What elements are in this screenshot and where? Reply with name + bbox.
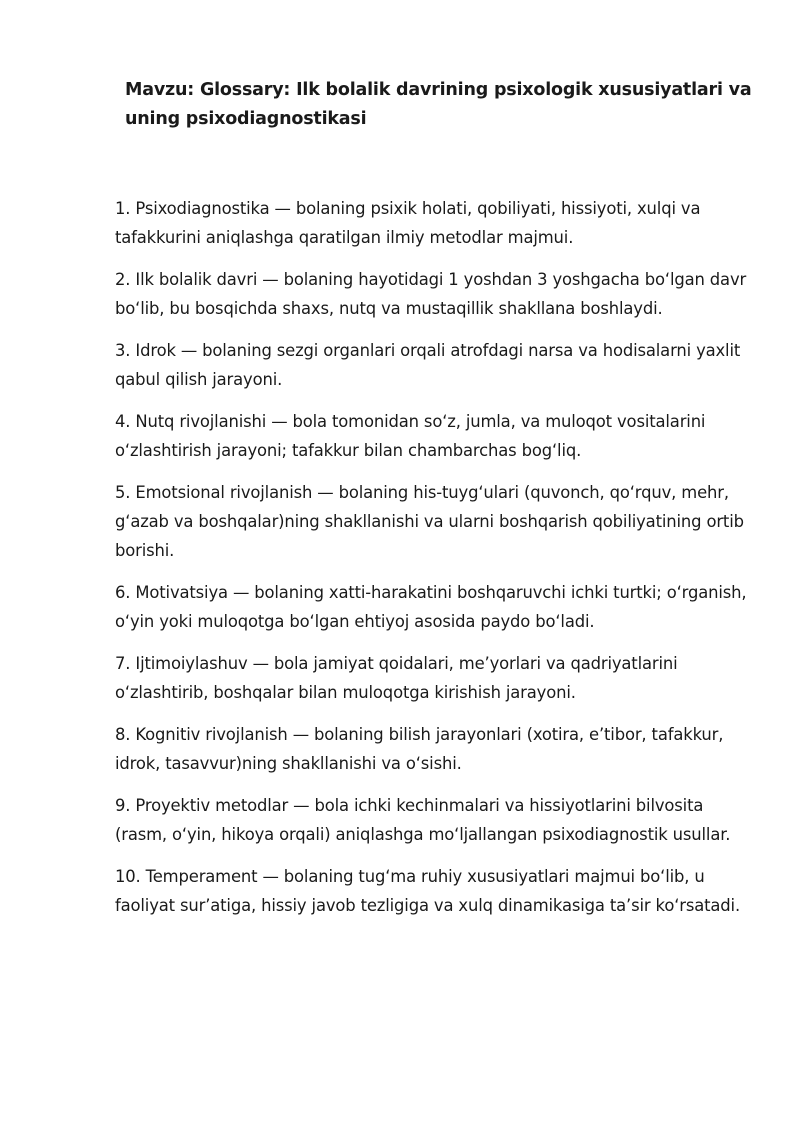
glossary-entry-5: 5. Emotsional rivojlanish — bolaning his-tuyg‘ulari (quvonch, qo‘rquv, mehr, g‘azab va boshqalar)ning shakllanishi va ularni boshqarish qobiliyatining ortib borishi. xyxy=(115,483,744,560)
glossary-entry-1: 1. Psixodiagnostika — bolaning psixik holati, qobiliyati, hissiyoti, xulqi va tafakkurini aniqlashga qaratilgan ilmiy metodlar majmui. xyxy=(115,199,701,247)
page-title: Mavzu: Glossary: Ilk bolalik davrining psixologik xususiyatlari va uning psixodiagnostikasi xyxy=(125,80,752,129)
glossary-entry-8: 8. Kognitiv rivojlanish — bolaning bilish jarayonlari (xotira, e’tibor, tafakkur, idrok, tasavvur)ning shakllanishi va o‘sishi. xyxy=(115,725,724,773)
glossary-entry-3: 3. Idrok — bolaning sezgi organlari orqali atrofdagi narsa va hodisalarni yaxlit qabul qilish jarayoni. xyxy=(115,341,741,389)
glossary-entry-10: 10. Temperament — bolaning tug‘ma ruhiy xususiyatlari majmui bo‘lib, u faoliyat sur’atiga, hissiy javob tezligiga va xulq dinamikasiga ta’sir ko‘rsatadi. xyxy=(115,867,741,915)
glossary-entry-4: 4. Nutq rivojlanishi — bola tomonidan so‘z, jumla, va muloqot vositalarini o‘zlashtirish jarayoni; tafakkur bilan chambarchas bog‘liq. xyxy=(115,412,706,460)
glossary-entry-9: 9. Proyektiv metodlar — bola ichki kechinmalari va hissiyotlarini bilvosita (rasm, o‘yin, hikoya orqali) aniqlashga mo‘ljallangan psixodiagnostik usullar. xyxy=(115,796,731,844)
glossary-entry-2: 2. Ilk bolalik davri — bolaning hayotidagi 1 yoshdan 3 yoshgacha bo‘lgan davr bo‘lib, bu bosqichda shaxs, nutq va mustaqillik shakllana boshlaydi. xyxy=(115,270,747,318)
glossary-list xyxy=(115,194,752,920)
glossary-entry-6: 6. Motivatsiya — bolaning xatti-harakatini boshqaruvchi ichki turtki; o‘rganish, o‘yin yoki muloqotga bo‘lgan ehtiyoj asosida paydo bo‘ladi. xyxy=(115,583,747,631)
glossary-entry-7: 7. Ijtimoiylashuv — bola jamiyat qoidalari, me’yorlari va qadriyatlarini o‘zlashtirib, boshqalar bilan muloqotga kirishish jarayoni. xyxy=(115,654,678,702)
